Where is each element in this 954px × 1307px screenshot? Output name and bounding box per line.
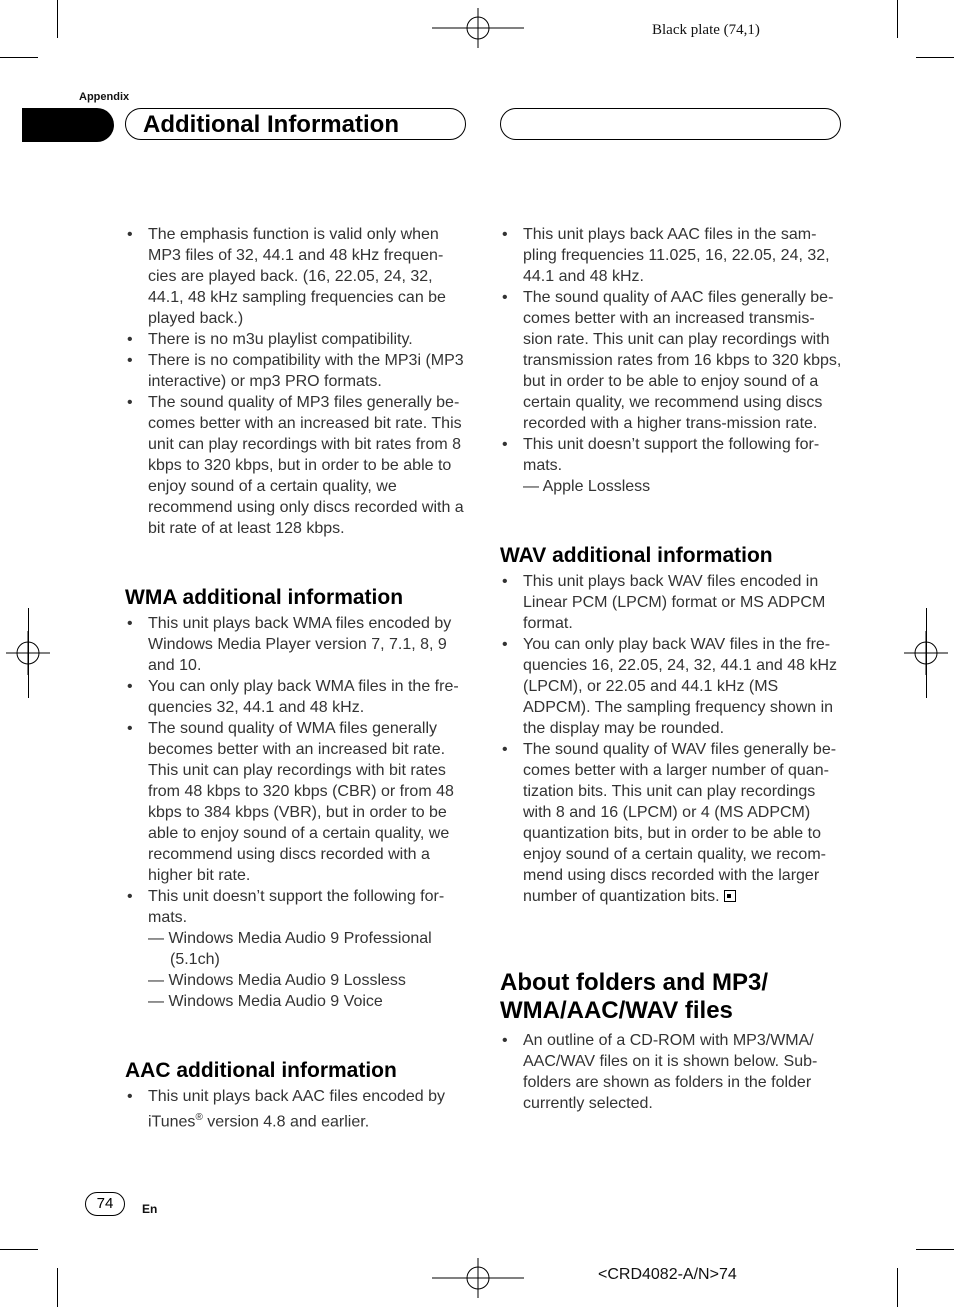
section-tab <box>22 108 114 142</box>
list-item: • An outline of a CD-ROM with MP3/WMA/ AAC/WAV files on it is shown below. Sub-folders are shown as folders in the folder currently selected. <box>500 1030 842 1114</box>
list-item-text: version 4.8 and earlier. <box>202 1113 370 1131</box>
registered-mark: ® <box>195 1112 203 1123</box>
title-pill <box>125 108 466 140</box>
plate-label: Black plate (74,1) <box>652 22 760 38</box>
wav-heading: WAV additional information <box>500 544 773 567</box>
list-item: • The emphasis function is valid only when MP3 files of 32, 44.1 and 48 kHz frequen-cies are played back. (16, 22.05, 24, 32, 44.1, 48 kHz sampling frequencies can be played back.) <box>125 224 467 329</box>
page-number: 74 <box>85 1192 125 1216</box>
registration-mark-left <box>6 631 50 675</box>
list-item-text: This unit doesn’t support the following for-mats. <box>523 436 820 474</box>
list-item: • The sound quality of WMA files generally becomes better with an increased bit rate. This unit can play recordings with bit rates from 48 kbps to 320 kbps (CBR) or from 48 kbps to 384 kbps (VBR), but in order to be able to enjoy sound of a certain quality, we recommend using discs recorded with a higher bit rate. <box>125 718 467 886</box>
wav-bullets <box>500 571 842 907</box>
empty-pill <box>500 108 841 140</box>
right-column <box>500 224 842 1114</box>
list-item: • You can only play back WMA files in the fre-quencies 32, 44.1 and 48 kHz. <box>125 676 467 718</box>
list-item: • There is no compatibility with the MP3i (MP3 interactive) or mp3 PRO formats. <box>125 350 467 392</box>
list-item: • There is no m3u playlist compatibility. <box>125 329 467 350</box>
aac-bullets-left <box>125 1086 467 1132</box>
registration-mark-bottom <box>432 1258 524 1298</box>
section-label: Appendix <box>79 91 130 103</box>
list-item-text: The sound quality of WAV files generally be-comes better with a larger number of quan-tization bits. This unit can play recordings with 8 and 16 (LPCM) or 4 (MS ADPCM) quantization bits, but in order to be able to enjoy sound of a certain quality, we recom-mend using discs recorded with the larger number of quantization bits. <box>523 741 837 905</box>
list-item <box>500 739 842 907</box>
page-title: Additional Information <box>143 111 399 138</box>
list-item-text: This unit doesn’t support the following for-mats. <box>148 888 445 926</box>
language-code: En <box>142 1202 158 1216</box>
list-item <box>125 886 467 1012</box>
mp3-bullets <box>125 224 467 539</box>
wma-bullets <box>125 613 467 1012</box>
sub-item: — Windows Media Audio 9 Voice <box>148 993 383 1010</box>
registration-mark-right <box>904 631 948 675</box>
registration-mark-top <box>432 8 524 48</box>
folders-bullets <box>500 1030 842 1114</box>
wma-heading: WMA additional information <box>125 586 404 609</box>
list-item: • The sound quality of AAC files generally be-comes better with an increased transmis-sion rate. This unit can play recordings with transmission rates from 16 kbps to 320 kbps, but in order to be able to enjoy sound of a certain quality, we recommend using discs recorded with a higher trans-mission rate. <box>500 287 842 434</box>
list-item: • The sound quality of MP3 files generally be-comes better with an increased bit rate. This unit can play recordings with bit rates from 8 kbps to 320 kbps, but in order to be able to enjoy sound of a certain quality, we recommend using only discs recorded with a bit rate of at least 128 kbps. <box>125 392 467 539</box>
end-of-section-icon <box>724 890 736 902</box>
sub-item: — Windows Media Audio 9 Professional (5.1ch) <box>148 930 432 968</box>
list-item <box>500 434 842 497</box>
left-column <box>125 224 467 1132</box>
folders-heading: About folders and MP3/ WMA/AAC/WAV files <box>500 969 769 1024</box>
sub-item: — Windows Media Audio 9 Lossless <box>148 972 406 989</box>
aac-heading: AAC additional information <box>125 1059 397 1082</box>
document-code: <CRD4082-A/N>74 <box>598 1266 737 1283</box>
list-item: • This unit plays back AAC files in the sam-pling frequencies 11.025, 16, 22.05, 24, 32, 44.1 and 48 kHz. <box>500 224 842 287</box>
list-item: • This unit plays back WAV files encoded in Linear PCM (LPCM) format or MS ADPCM format. <box>500 571 842 634</box>
aac-bullets-right <box>500 224 842 497</box>
list-item: • You can only play back WAV files in the fre-quencies 16, 22.05, 24, 32, 44.1 and 48 kHz (LPCM), or 22.05 and 44.1 kHz (MS ADPCM). The sampling frequency shown in the display may be rounded. <box>500 634 842 739</box>
sub-item: — Apple Lossless <box>523 478 651 495</box>
list-item: • This unit plays back WMA files encoded by Windows Media Player version 7, 7.1, 8, 9 and 10. <box>125 613 467 676</box>
list-item-text: This unit plays back AAC files encoded by iTunes <box>148 1088 446 1131</box>
list-item <box>125 1086 467 1132</box>
